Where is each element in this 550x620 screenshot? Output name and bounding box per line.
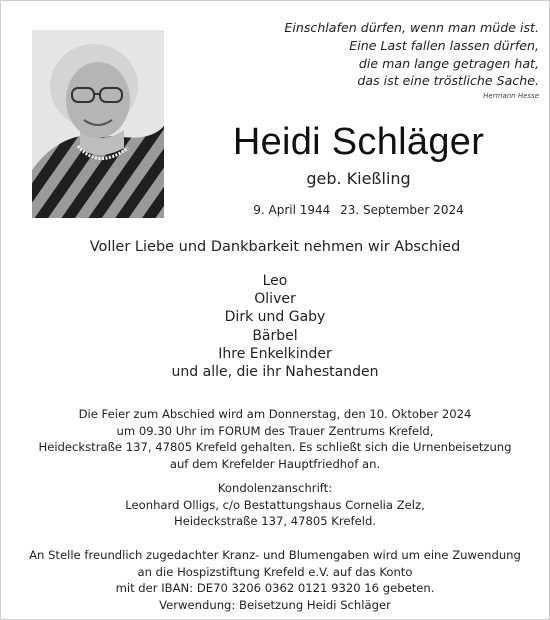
condolence-address <box>1 480 549 530</box>
poem-line: Eine Last fallen lassen dürfen, <box>349 37 539 53</box>
poem-quote <box>209 19 539 102</box>
ceremony-line: auf dem Krefelder Hauptfriedhof an. <box>169 456 381 471</box>
donation-request <box>1 547 549 613</box>
portrait-image <box>32 30 164 218</box>
mourners-list <box>1 272 549 381</box>
birth-date: 9. April 1944 <box>253 203 331 217</box>
ceremony-details <box>1 406 549 472</box>
donation-iban: mit der IBAN: DE70 3206 0362 0121 9320 16 gebeten. <box>115 581 435 595</box>
farewell-statement: Voller Liebe und Dankbarkeit nehmen wir Abschied <box>89 239 461 255</box>
donation-line: an die Hospizstiftung Krefeld e.V. auf das Konto <box>137 564 413 579</box>
donation-line: An Stelle freundlich zugedachter Kranz- und Blumengaben wird um eine Zuwendung <box>29 548 521 562</box>
donation-reference: Verwendung: Beisetzung Heidi Schläger <box>159 597 391 612</box>
mourner-name: Dirk und Gaby <box>224 309 326 326</box>
poem-line: Einschlafen dürfen, wenn man müde ist. <box>284 20 539 35</box>
condolence-line: Heideckstraße 137, 47805 Krefeld. <box>173 514 377 528</box>
death-date: 23. September 2024 <box>340 203 464 217</box>
mourner-name: Ihre Enkelkinder <box>218 345 332 362</box>
poem-author: Hermann Hesse <box>483 92 539 101</box>
condolence-line: Leonhard Olligs, c/o Bestattungshaus Cornelia Zelz, <box>125 497 425 512</box>
poem-line: das ist eine tröstliche Sache. <box>357 73 539 89</box>
mourner-name: Bärbel <box>252 327 298 344</box>
ceremony-line: Heideckstraße 137, 47805 Krefeld gehalten. Es schließt sich die Urnenbeisetzung <box>38 440 512 454</box>
ceremony-line: um 09.30 Uhr im FORUM des Trauer Zentrums Krefeld, <box>116 423 434 438</box>
birth-name: geb. Kießling <box>306 169 411 188</box>
life-dates <box>166 203 550 217</box>
mourner-name: Leo <box>262 273 288 289</box>
mourner-name: und alle, die ihr Nahestanden <box>171 364 379 381</box>
poem-line: die man lange getragen hat, <box>358 55 539 71</box>
portrait-photo <box>32 30 164 218</box>
mourner-name: Oliver <box>254 291 296 308</box>
ceremony-line: Die Feier zum Abschied wird am Donnerstag, den 10. Oktober 2024 <box>78 407 472 421</box>
condolence-heading: Kondolenzanschrift: <box>217 481 333 495</box>
deceased-name: Heidi Schläger <box>232 121 485 163</box>
